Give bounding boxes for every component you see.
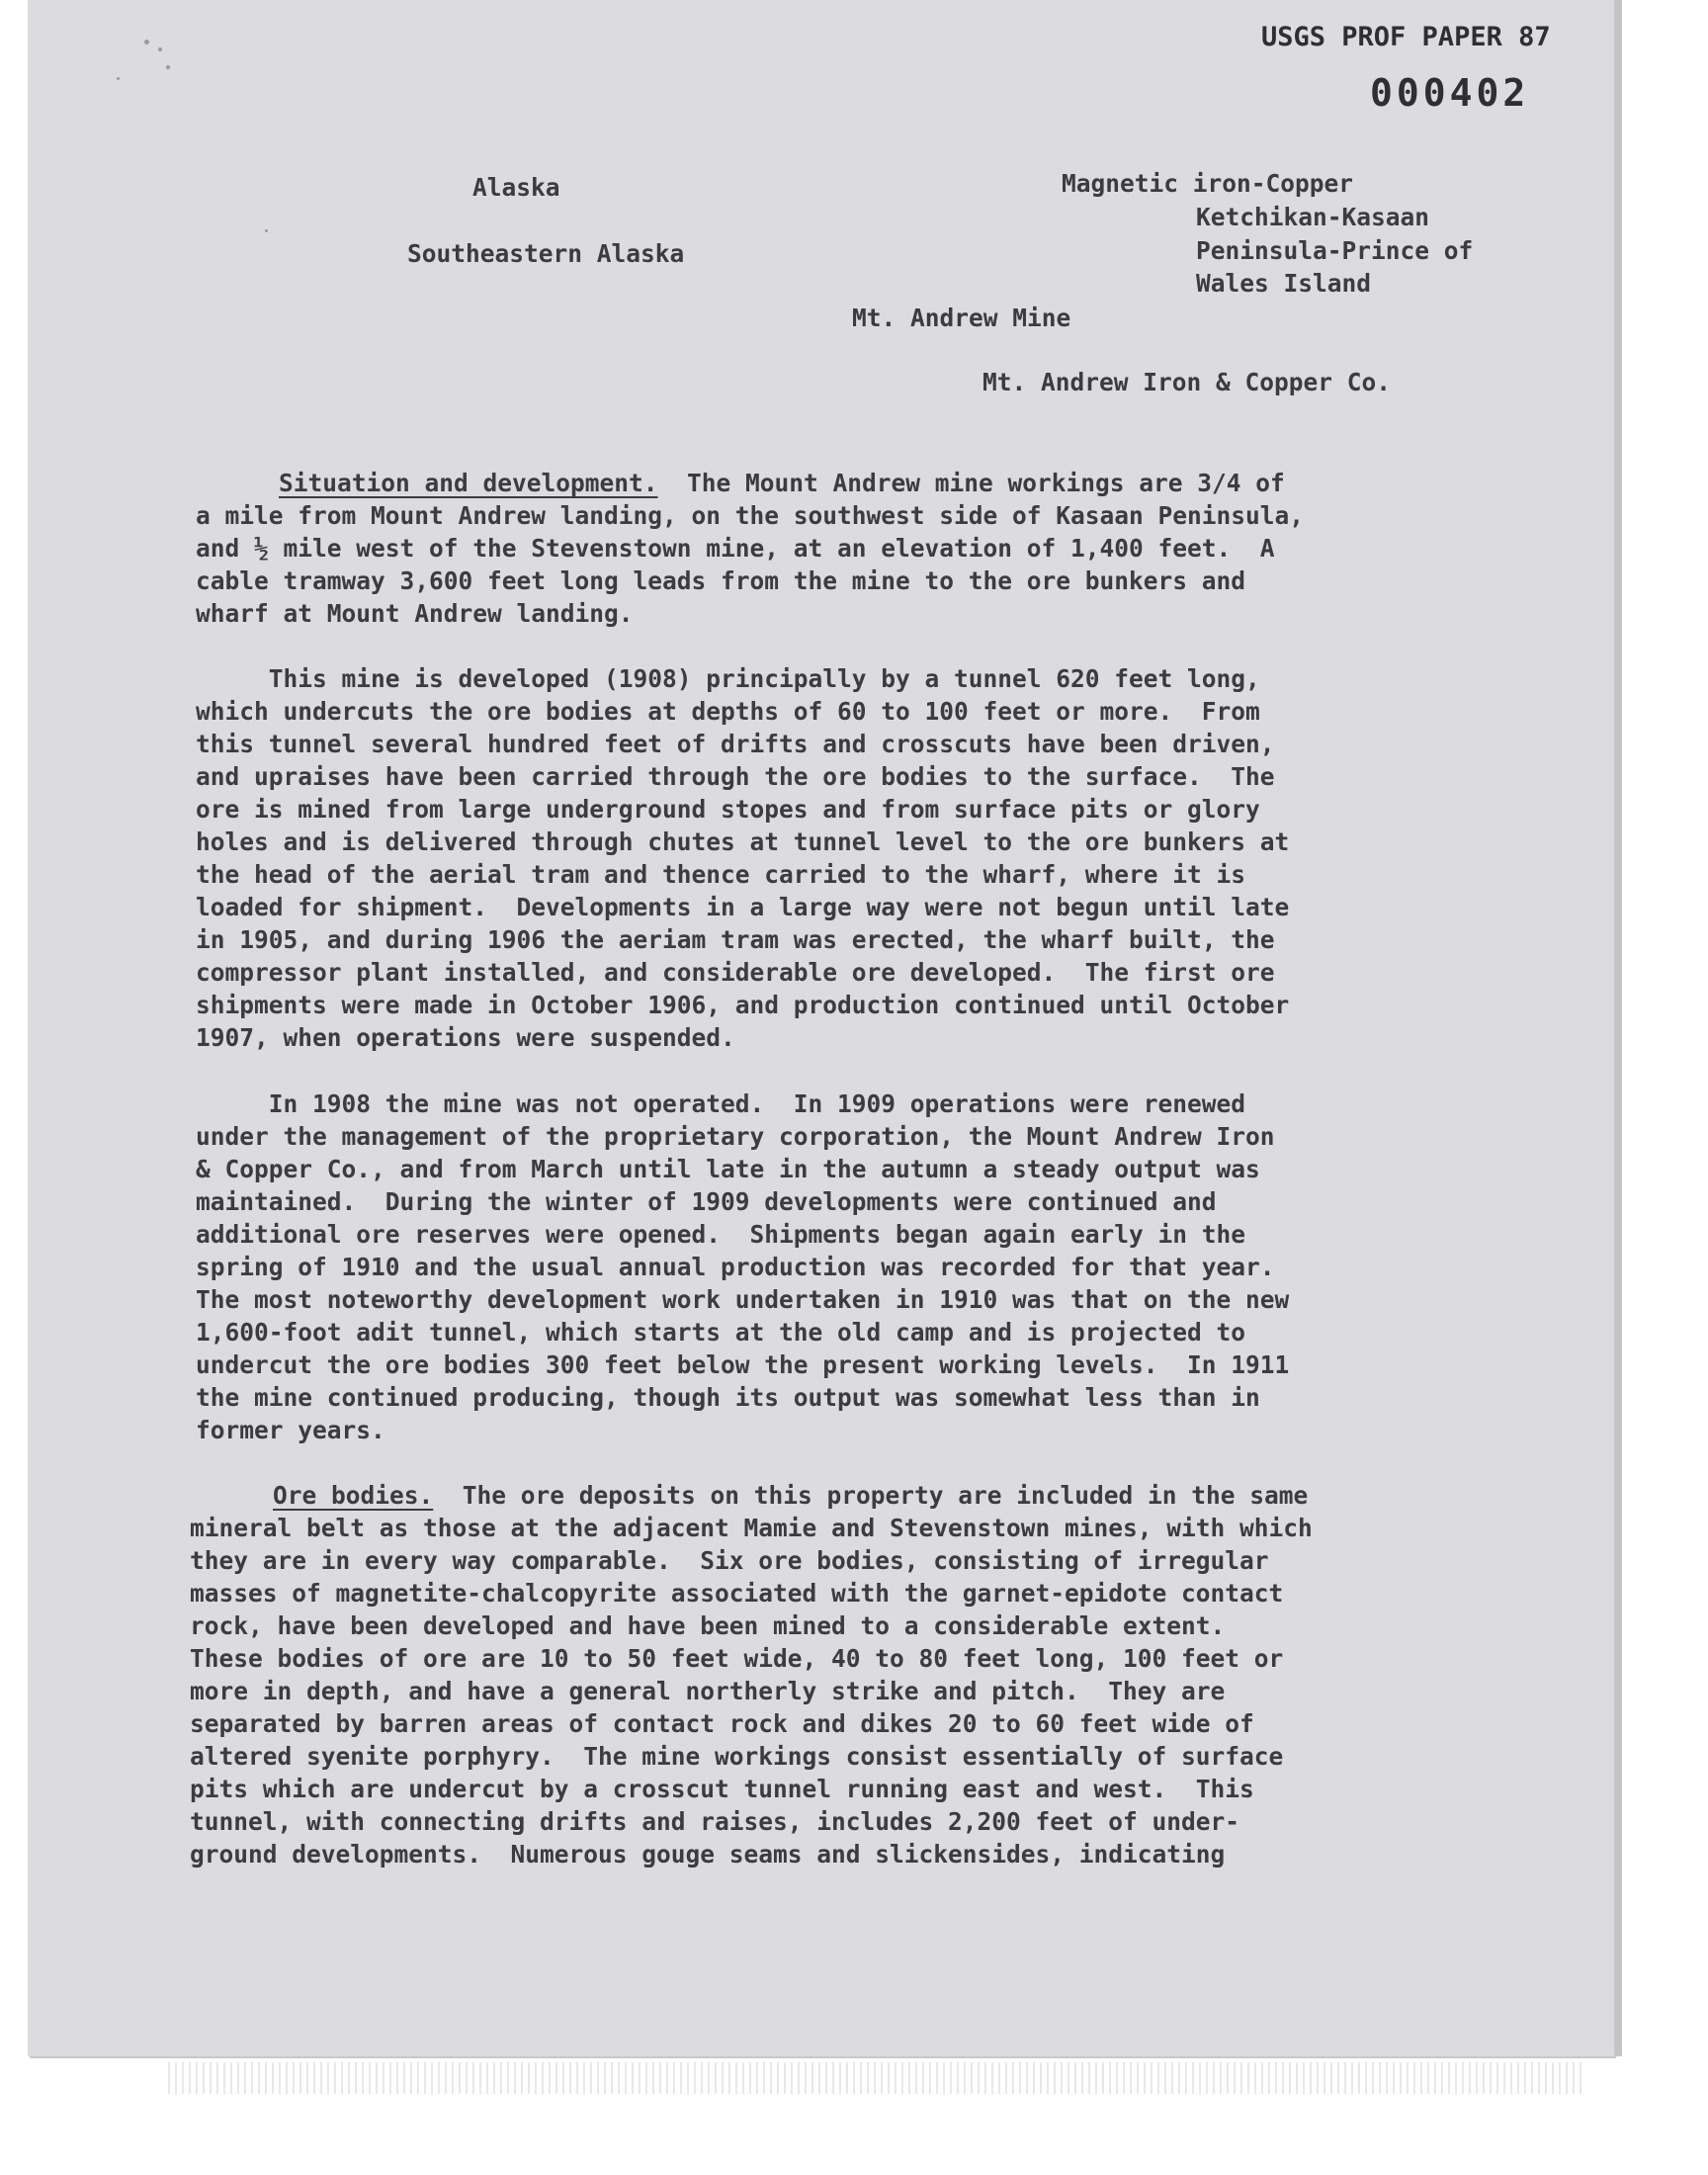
- scan-speck: [166, 65, 170, 69]
- paragraph-line: spring of 1910 and the usual annual production was recorded for that year.: [196, 1253, 1275, 1281]
- paragraph-line: the mine continued producing, though its output was somewhat less than in: [196, 1383, 1260, 1412]
- section-heading: Situation and development.: [279, 469, 658, 497]
- scan-speck: [117, 77, 120, 80]
- paragraph-line: compressor plant installed, and considerable ore developed. The first ore: [196, 958, 1275, 987]
- paragraph-line: under the management of the proprietary corporation, the Mount Andrew Iron: [196, 1122, 1275, 1151]
- paragraph-line: The most noteworthy development work undertaken in 1910 was that on the new: [196, 1285, 1290, 1314]
- paragraph-line: This mine is developed (1908) principally by a tunnel 620 feet long,: [196, 664, 1260, 693]
- paragraph-line: altered syenite porphyry. The mine workings consist essentially of surface: [190, 1742, 1284, 1771]
- paragraph-line: 1907, when operations were suspended.: [196, 1023, 735, 1052]
- section-heading: Ore bodies.: [273, 1481, 434, 1510]
- paragraph-line: and upraises have been carried through the ore bodies to the surface. The: [196, 762, 1275, 791]
- paragraph-line: ground developments. Numerous gouge seams and slickensides, indicating: [190, 1840, 1226, 1869]
- paragraph-line: 1,600-foot adit tunnel, which starts at the old camp and is projected to: [196, 1318, 1246, 1347]
- paragraph-line: rock, have been developed and have been mined to a considerable extent.: [190, 1611, 1226, 1640]
- paragraph-line: in 1905, and during 1906 the aeriam tram was erected, the wharf built, the: [196, 925, 1275, 954]
- scan-speck: [144, 40, 149, 44]
- paragraph-line: more in depth, and have a general northerly strike and pitch. They are: [190, 1677, 1226, 1705]
- paragraph-line: separated by barren areas of contact rock and dikes 20 to 60 feet wide of: [190, 1709, 1254, 1738]
- commodity-line-2: Ketchikan-Kasaan: [1196, 203, 1430, 231]
- paragraph-line: The ore deposits on this property are included in the same: [462, 1481, 1309, 1510]
- paragraph-line: maintained. During the winter of 1909 developments were continued and: [196, 1187, 1217, 1216]
- region: Alaska: [472, 173, 560, 202]
- paragraph-line: the head of the aerial tram and thence carried to the wharf, where it is: [196, 860, 1246, 889]
- paragraph-line: shipments were made in October 1906, and production continued until October: [196, 991, 1290, 1019]
- paragraph-line: undercut the ore bodies 300 feet below the present working levels. In 1911: [196, 1350, 1290, 1379]
- paragraph-line: additional ore reserves were opened. Shipments began again early in the: [196, 1220, 1246, 1249]
- paragraph-line: The Mount Andrew mine workings are 3/4 of: [687, 469, 1285, 497]
- paragraph-line: loaded for shipment. Developments in a large way were not begun until late: [196, 893, 1290, 921]
- scan-speck: [265, 229, 268, 232]
- scan-artifact-strip: [168, 2062, 1581, 2094]
- paragraph-line: holes and is delivered through chutes at tunnel level to the ore bunkers at: [196, 827, 1290, 856]
- paragraph-line: These bodies of ore are 10 to 50 feet wide, 40 to 80 feet long, 100 feet or: [190, 1644, 1284, 1673]
- scan-speck: [158, 47, 162, 51]
- commodity-line-1: Magnetic iron-Copper: [1062, 169, 1354, 198]
- paragraph-line: ore is mined from large underground stopes and from surface pits or glory: [196, 795, 1260, 824]
- paragraph-line: In 1908 the mine was not operated. In 1909 operations were renewed: [196, 1089, 1246, 1118]
- paragraph-line: tunnel, with connecting drifts and raises, includes 2,200 feet of under-: [190, 1807, 1240, 1836]
- subregion: Southeastern Alaska: [407, 239, 685, 268]
- paragraph-line: this tunnel several hundred feet of drifts and crosscuts have been driven,: [196, 730, 1275, 758]
- paragraph-line: a mile from Mount Andrew landing, on the southwest side of Kasaan Peninsula,: [196, 501, 1305, 530]
- paper-id-stamp: USGS PROF PAPER 87: [1261, 22, 1551, 52]
- serial-number: 000402: [1370, 71, 1530, 115]
- paragraph-line: they are in every way comparable. Six ore bodies, consisting of irregular: [190, 1546, 1269, 1575]
- paragraph-line: cable tramway 3,600 feet long leads from the mine to the ore bunkers and: [196, 566, 1246, 595]
- paragraph-line: masses of magnetite-chalcopyrite associated with the garnet-epidote contact: [190, 1579, 1284, 1608]
- commodity-line-3: Peninsula-Prince of: [1196, 236, 1474, 265]
- commodity-line-4: Wales Island: [1196, 269, 1372, 298]
- paragraph-line: wharf at Mount Andrew landing.: [196, 599, 634, 628]
- paragraph-line: pits which are undercut by a crosscut tunnel running east and west. This: [190, 1775, 1254, 1803]
- paragraph-line: & Copper Co., and from March until late in the autumn a steady output was: [196, 1155, 1260, 1183]
- paragraph-line: and ½ mile west of the Stevenstown mine, at an elevation of 1,400 feet. A: [196, 534, 1275, 563]
- paragraph-line: which undercuts the ore bodies at depths of 60 to 100 feet or more. From: [196, 697, 1260, 726]
- paragraph-line: mineral belt as those at the adjacent Mamie and Stevenstown mines, with which: [190, 1514, 1313, 1542]
- company-name: Mt. Andrew Iron & Copper Co.: [982, 368, 1392, 396]
- mine-name: Mt. Andrew Mine: [852, 304, 1071, 332]
- paragraph-line: former years.: [196, 1416, 385, 1444]
